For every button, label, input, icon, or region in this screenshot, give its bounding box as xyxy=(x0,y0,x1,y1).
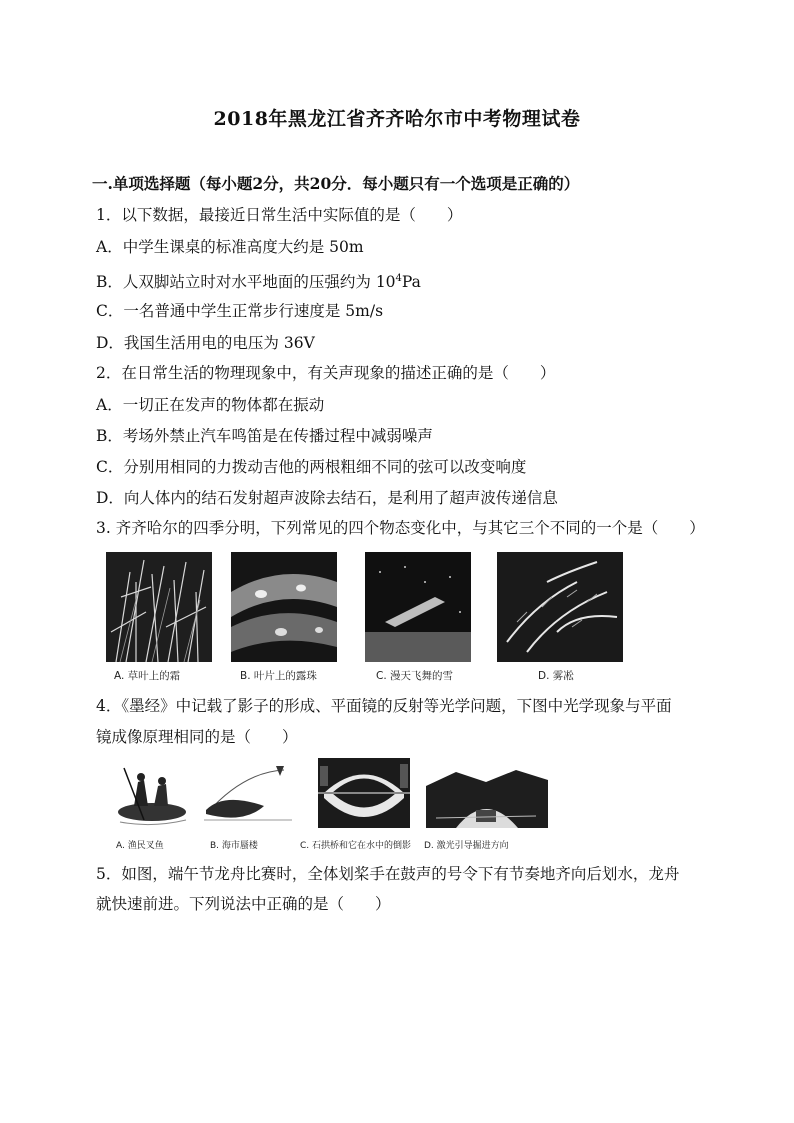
q4-image-laser-tunnel xyxy=(426,766,548,828)
q5-stem-line1: 5．如图，端午节龙舟比赛时，全体划桨手在鼓声的号令下有节奏地齐向后划水，龙舟 xyxy=(96,865,680,883)
q2-stem: 2．在日常生活的物理现象中，有关声现象的描述正确的是（ ） xyxy=(96,364,556,382)
q4-image-mirage xyxy=(204,762,292,828)
q4-caption-c: C. 石拱桥和它在水中的倒影 xyxy=(300,841,412,851)
q4-stem-line2: 镜成像原理相同的是（ ） xyxy=(96,728,298,746)
q4-stem-line1: 4．《墨经》中记载了影子的形成、平面镜的反射等光学问题，下图中光学现象与平面 xyxy=(96,697,672,715)
q3-photo-snow xyxy=(365,552,471,662)
q3-photo-rime xyxy=(497,552,623,662)
q3-caption-a: A. 草叶上的霜 xyxy=(114,670,181,682)
q4-caption-a: A. 渔民叉鱼 xyxy=(116,841,164,851)
q2-option-d: D．向人体内的结石发射超声波除去结石，是利用了超声波传递信息 xyxy=(96,489,558,507)
q1-option-b-text: B．人双脚站立时对水平地面的压强约为 10 xyxy=(96,273,396,292)
q3-caption-d: D. 雾凇 xyxy=(538,670,574,682)
q2-option-b: B．考场外禁止汽车鸣笛是在传播过程中减弱噪声 xyxy=(96,427,433,445)
q3-caption-b: B. 叶片上的露珠 xyxy=(240,670,317,682)
q1-option-b-exponent: 4 xyxy=(395,273,402,284)
q3-stem: 3. 齐齐哈尔的四季分明，下列常见的四个物态变化中，与其它三个不同的一个是（ ） xyxy=(96,519,705,537)
q2-option-a: A．一切正在发声的物体都在振动 xyxy=(96,396,325,414)
q3-photo-dew xyxy=(231,552,337,662)
q1-option-b-unit: Pa xyxy=(401,273,421,292)
q1-option-b xyxy=(96,269,421,292)
q4-caption-d: D. 激光引导掘进方向 xyxy=(424,841,509,851)
q4-caption-b: B. 海市蜃楼 xyxy=(210,841,258,851)
section-heading: 一.单项选择题（每小题2分，共20分．每小题只有一个选项是正确的） xyxy=(92,174,580,193)
q1-option-d: D．我国生活用电的电压为 36V xyxy=(96,334,315,352)
q5-stem-line2: 就快速前进。下列说法中正确的是（ ） xyxy=(96,895,391,913)
q1-stem: 1．以下数据，最接近日常生活中实际值的是（ ） xyxy=(96,206,463,224)
q2-option-c: C．分别用相同的力拨动吉他的两根粗细不同的弦可以改变响度 xyxy=(96,458,527,476)
q3-photo-frost xyxy=(106,552,212,662)
q1-option-c: C．一名普通中学生正常步行速度是 5m/s xyxy=(96,302,384,320)
q4-image-arch-bridge xyxy=(318,758,410,828)
q3-caption-c: C. 漫天飞舞的雪 xyxy=(376,670,454,682)
q4-image-fishing xyxy=(114,762,190,828)
page-title: 2018年黑龙江省齐齐哈尔市中考物理试卷 xyxy=(213,108,581,130)
q1-option-a: A．中学生课桌的标准高度大约是 50m xyxy=(96,238,364,256)
